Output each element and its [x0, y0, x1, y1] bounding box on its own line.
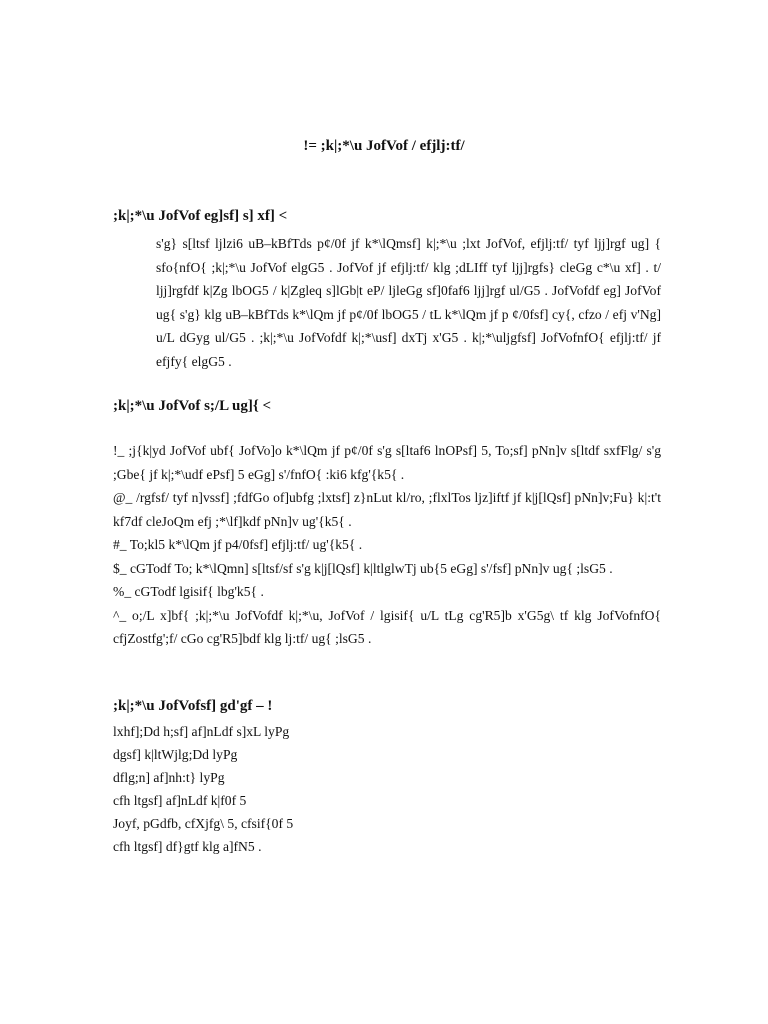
method-step-5: %_ cGTodf lgisif{ lbg'k5{ .	[113, 584, 264, 599]
poem-line: dflg;n] af]nh:t} lyPg	[113, 770, 225, 786]
method-step-4: $_ cGTodf To; k*\lQmn] s[ltsf/sf s'g k|j[lQsf] k|ltlglwTj ub{5 eGg] s'/fsf] pNn]v ug{ ;lsG5 .	[113, 560, 613, 576]
section-heading-method: ;k|;*\u JofVof s;/L ug]{ <	[113, 398, 272, 414]
poem-line: cfh ltgsf] df}gtf klg a]fN5 .	[113, 839, 262, 855]
section-heading-definition: ;k|;*\u JofVof eg]sf] s] xf] <	[113, 208, 288, 224]
method-step-1: !_ ;j{k|yd JofVof ubf{ JofVo]o k*\lQm jf p¢/0f s'g s[ltaf6 lnOPsf] 5, To;sf] pNn]v s[ltdf sxfFlg/ s'g ;Gbe{ jf k|;*\udf ePsf] 5 eGg] s'/fnfO{ :ki6 kfg'{k5{ .	[113, 443, 661, 482]
method-step-2: @_ /rgfsf/ tyf n]vssf] ;fdfGo of]ubfg ;lxtsf] z}nLut kl/ro, ;flxlTos ljz]iftf jf k|j[lQsf] pNn]v;Fu} k|:t't kf7df cleJoQm efj ;*\lf]kdf pNn]v ug'{k5{ .	[113, 490, 661, 529]
method-list	[113, 439, 661, 651]
poem-line: dgsf] k|ltWjlg;Dd lyPg	[113, 747, 238, 763]
method-step-3: #_ To;kl5 k*\lQm jf p4/0fsf] efjlj:tf/ ug'{k5{ .	[113, 537, 363, 552]
section-heading-sample: ;k|;*\u JofVofsf] gd'gf – !	[113, 698, 273, 714]
poem-line: cfh ltgsf] af]nLdf k|f0f 5	[113, 793, 247, 809]
poem-line: Joyf, pGdfb, cfXjfg\ 5, cfsif{0f 5	[113, 816, 294, 832]
method-step-6: ^_ o;/L x]bf{ ;k|;*\u JofVofdf k|;*\u, JofVof / lgisif{ u/L tLg cg'R5]b x'G5g\ tf klg JofVofnfO{ cfjZostfg';f/ cGo cg'R5]bdf klg lj:tf/ ug{ ;lsG5 .	[113, 607, 661, 646]
sample-poem	[113, 720, 661, 859]
poem-line: lxhf];Dd h;sf] af]nLdf s]xL lyPg	[113, 724, 290, 739]
definition-paragraph: s'g} s[ltsf ljlzi6 uB–kBfTds p¢/0f jf k*\lQmsf] k|;*\u ;lxt JofVof, efjlj:tf/ tyf ljj]rgf ug] { sfo{nfO{ ;k|;*\u JofVof elgG5 . JofVof jf efjlj:tf/ klg ;dLIff tyf ljj]rgfs} cleGg c*\u xf] . t/ ljj]rgfdf k|Zg lbOG5 / k|Zgleq s]lGb|t eP/ ljleGg sf]0faf6 ljj]rgf ul/G5 . JofVofdf eg] JofVof ug{ s'g} klg uB–kBfTds k*\lQm jf p¢/0f lbOG5 / tL k*\lQm jf p ¢/0fsf] cy{, cfzo / efj v'Ng] u/L dGyg ul/G5 . ;k|;*\u JofVofdf k|;*\usf] dxTj x'G5 . k|;*\uljgfsf] JofVofnfO{ efjlj:tf/ jf efjfy{ elgG5 .	[156, 236, 661, 369]
page-title: != ;k|;*\u JofVof / efjlj:tf/	[303, 138, 465, 154]
